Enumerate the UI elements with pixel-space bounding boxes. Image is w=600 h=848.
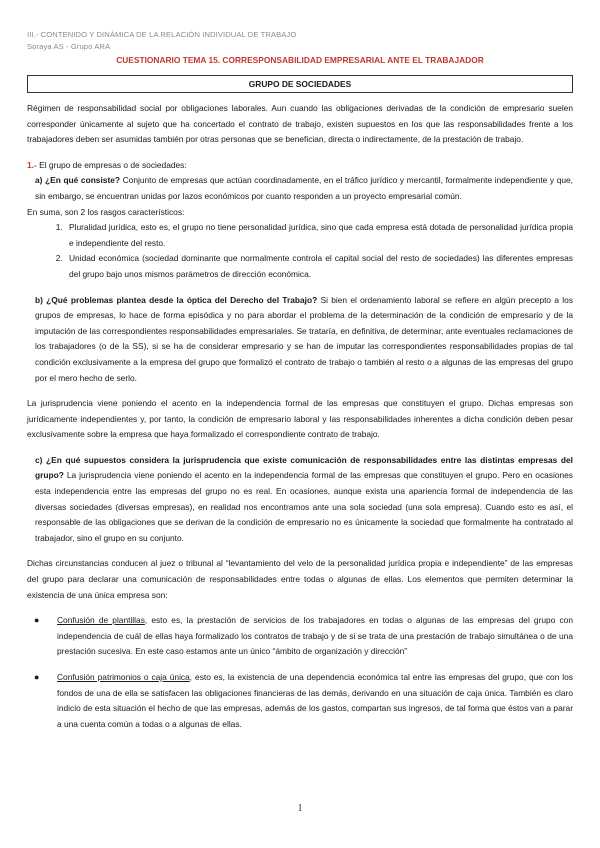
question-1c-paragraph — [27, 453, 573, 547]
list-item — [34, 670, 573, 732]
list-item: 1. Pluralidad jurídica, esto es, el grupo no tiene personalidad jurídica, sino que cada empresa está dotada de personalidad jurídica propia e independiente del resto. — [65, 220, 573, 251]
question-1-number: 1.- — [27, 159, 37, 170]
traits-lead: En suma, son 2 los rasgos característicos: — [27, 206, 185, 217]
question-1c-answer-continued: Dichas circunstancias conducen al juez o tribunal al “levantamiento del velo de la personalidad jurídica propia e independiente” de las empresas del grupo para declarar una comunicación de responsabilidades entre todas o algunas de ellas. Los elementos que permiten determinar la existencia de una única empresa son: — [27, 558, 573, 600]
document-body — [27, 101, 573, 732]
criterion-text: , esto es, la existencia de una dependencia económica tal entre las empresas del grupo, que con los fondos de una de ella se satisfacen las obligaciones financieras de las demás, derivando en una situación de caja única. También es claro indicio de esta situación el hecho de que las empresas, además de los gastos, compartan sus ingresos, de tal forma que éstos van a parar a una cuenta común a todas o a algunas de ellas. — [57, 672, 573, 729]
question-1c-answer: La jurisprudencia viene poniendo el acento en la independencia formal de las empresas que constituyen el grupo. Pero en ocasiones esta independencia entre las empresas del grupo no es real. En ocasiones, aunque exista una apariencia formal de independencia de las diversas sociedades (diversas empresas), en realidad nos encontramos ante una sola sociedad (una sola empresa). Cuando esto es así, el responsable de las obligaciones que se derivan de la condición de empresario no es únicamente la sociedad que formalmente ha contratado al trabajador, sino el grupo en su conjunto. — [35, 470, 573, 543]
list-item: 2. Unidad económica (sociedad dominante que normalmente controla el capital social del resto de sociedades) las diferentes empresas del grupo bajo unos mismos parámetros de dirección económica. — [65, 251, 573, 282]
question-1a-paragraph — [27, 173, 573, 204]
criterion-term: Confusión patrimonios o caja única — [57, 672, 190, 682]
criterion-text: , esto es, la prestación de servicios de los trabajadores en todas o algunas de las empresas del grupo con independencia de cuál de ellas haya formalizado los contratos de trabajo y de si se trata de una prestación de trabajo simultánea o de una prestación sucesiva. En este caso estamos ante un único “ámbito de organización y dirección” — [57, 615, 573, 657]
section-title-box: GRUPO DE SOCIEDADES — [27, 75, 573, 93]
document-title: CUESTIONARIO TEMA 15. CORRESPONSABILIDAD EMPRESARIAL ANTE EL TRABAJADOR — [116, 55, 484, 65]
criterion-term: Confusión de plantillas — [57, 615, 145, 626]
running-header-course: III.- CONTENIDO Y DINÁMICA DE LA RELACIÓN INDIVIDUAL DE TRABAJO — [27, 30, 297, 39]
single-company-criteria-list — [27, 613, 573, 732]
question-1a-label: a) ¿En qué consiste? — [35, 175, 121, 186]
question-1-heading — [27, 158, 573, 174]
question-1c-label: c) ¿En qué supuestos considera la jurisprudencia que existe comunicación de responsabilidades entre las distintas empresas del grupo? — [35, 454, 573, 481]
question-1b-answer: Si bien el ordenamiento laboral se refiere en algún precepto a los grupos de empresas, lo hace de forma episódica y no para abordar el problema de la determinación de la condición de empresario y de la imputación de las correspondientes responsabilidades empresariales. Se trataría, en definitiva, de determinar, ante eventuales reclamaciones de los trabajadores (o de la SS), si se ha de considerar empresario y se han de imputar las correspondientes responsabilidades propias de tal condición exclusivamente a la empresa del grupo que formalizó el contrato de trabajo o también al resto o a algunas de las empresas del grupo por el mero hecho de serlo. — [35, 294, 574, 383]
traits-list — [27, 220, 573, 282]
bullet-icon: ● — [34, 672, 40, 682]
bullet-icon: ● — [34, 615, 40, 626]
question-1b-answer-continued: La jurisprudencia viene poniendo el acento en la independencia formal de las empresas que constituyen el grupo. Dichas empresas son jurídicamente independientes y, por tanto, la condición de empresario laboral y las responsabilidades inherentes a dicha condición deben pesar exclusivamente sobre la empresa que haya formalizado el correspondiente contrato de trabajo. — [27, 398, 573, 440]
list-item — [34, 613, 573, 660]
question-1b-label: b) ¿Qué problemas plantea desde la óptica del Derecho del Trabajo? — [35, 294, 318, 305]
running-header-author: Soraya AS - Grupo ARA — [27, 42, 111, 51]
question-1b-paragraph — [27, 293, 573, 387]
page-number: 1 — [297, 803, 303, 814]
question-1a-answer: Conjunto de empresas que actúan coordinadamente, en el tráfico jurídico y mercantil, formalmente independiente y que, sin embargo, se encuentran unidas por lazos económicos por cuanto responden a un proyecto empresarial común. — [35, 175, 573, 201]
question-1-title: El grupo de empresas o de sociedades: — [39, 159, 187, 170]
intro-paragraph: Régimen de responsabilidad social por obligaciones laborales. Aun cuando las obligaciones derivadas de la condición de empresario suelen corresponder únicamente al sujeto que ha concertado el contrato de trabajo, existen supuestos en los que las responsabilidades frente a los trabajadores deben ser asumidas también por otras personas que se benefician, directa o indirectamente, de la prestación de trabajo. — [27, 103, 573, 145]
